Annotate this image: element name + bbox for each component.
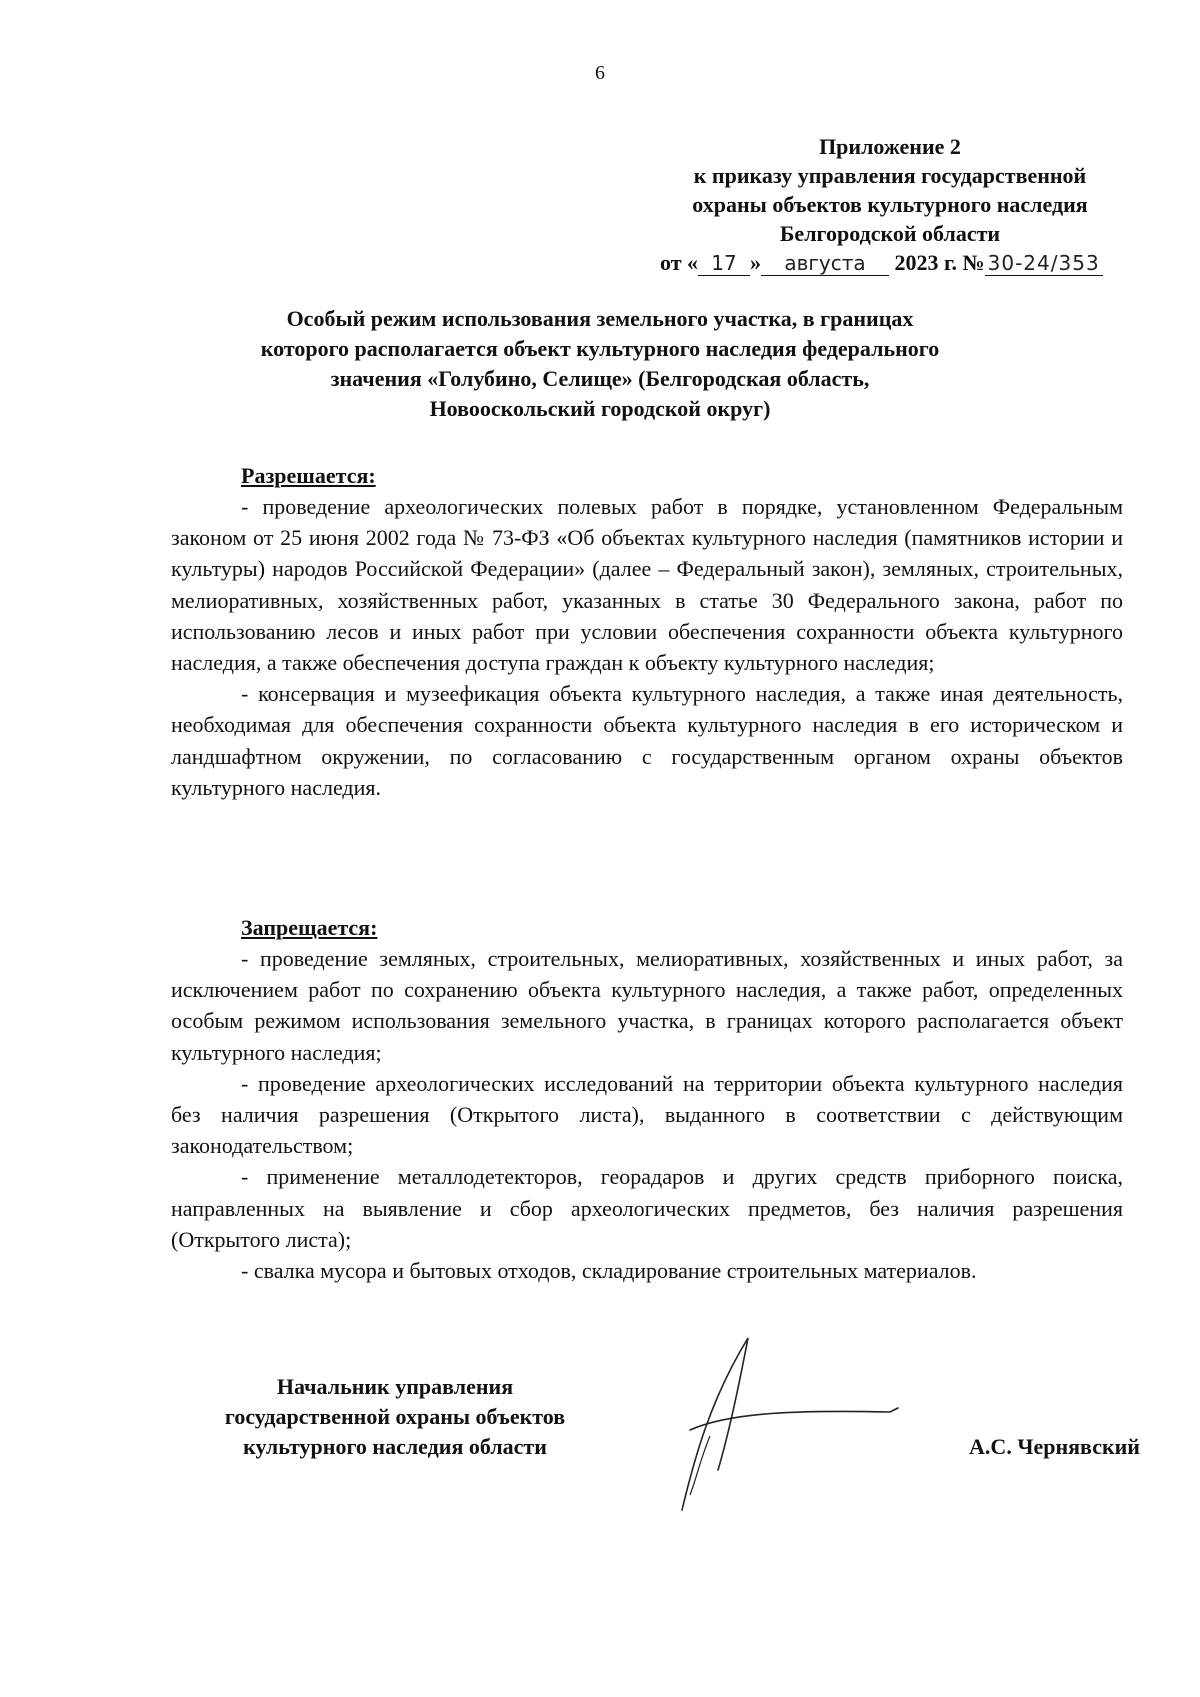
from-label: от « — [660, 250, 699, 275]
allowed-heading: Разрешается: — [241, 463, 376, 488]
forbidden-item: - проведение земляных, строительных, мелиоративных, хозяйственных и иных работ, за исключением работ по сохранению объекта культурного наследия, а также работ, определенных особым режимом использования земельного участка, в границах которого располагается объект культурного наследия; — [171, 946, 1123, 1065]
allowed-section — [171, 460, 1123, 803]
header-line-2: к приказу управления государственной — [693, 163, 1087, 188]
document-title — [160, 304, 1040, 424]
forbidden-heading: Запрещается: — [241, 915, 378, 940]
forbidden-item: - применение металлодетекторов, георадаров и других средств приборного поиска, направленных на выявление и сбор археологических предметов, без наличия разрешения (Открытого листа); — [171, 1164, 1123, 1252]
position-line-1: Начальник управления — [276, 1374, 514, 1399]
header-line-3: охраны объектов культурного наследия — [692, 192, 1088, 217]
order-number: 30-24/353 — [985, 251, 1103, 276]
page-number: 6 — [595, 62, 605, 84]
forbidden-item: - проведение археологических исследований на территории объекта культурного наследия без наличия разрешения (Открытого листа), выданного в соответствии с действующим законодательством; — [171, 1070, 1123, 1159]
forbidden-section — [171, 912, 1123, 1286]
handwritten-signature — [660, 1320, 920, 1520]
title-line-4: Новооскольский городской округ) — [429, 396, 771, 421]
position-line-3: культурного наследия области — [243, 1434, 547, 1459]
signatory-position — [170, 1372, 620, 1462]
header-line-1: Приложение 2 — [819, 134, 961, 159]
appendix-header — [640, 132, 1140, 277]
allowed-item: - консервация и музеефикация объекта культурного наследия, а также иная деятельность, необходимая для обеспечения сохранности объекта культурного наследия в его историческом и ландшафтном окружении, по согласованию с государственным органом охраны объектов культурного наследия. — [171, 681, 1123, 800]
title-line-3: значения «Голубино, Селище» (Белгородская область, — [330, 366, 870, 391]
order-day: 17 — [698, 251, 750, 276]
title-line-2: которого располагается объект культурного наследия федерального — [260, 336, 940, 361]
signatory-name: А.С. Чернявский — [969, 1434, 1140, 1459]
header-line-4: Белгородской области — [779, 221, 1001, 246]
position-line-2: государственной охраны объектов — [224, 1404, 566, 1429]
forbidden-item: - свалка мусора и бытовых отходов, складирование строительных материалов. — [241, 1258, 977, 1284]
allowed-item: - проведение археологических полевых работ в порядке, установленном Федеральным законом от 25 июня 2002 года № 73-ФЗ «Об объектах культурного наследия (памятников истории и культуры) народов Российской Федерации» (далее – Федеральный закон), земляных, строительных, мелиоративных, хозяйственных работ, указанных в статье 30 Федерального закона, работ по использованию лесов и иных работ при условии обеспечения сохранности объекта культурного наследия, а также обеспечения доступа граждан к объекту культурного наследия; — [171, 494, 1123, 676]
year-label: 2023 г. № — [894, 250, 985, 275]
title-line-1: Особый режим использования земельного участка, в границах — [286, 306, 914, 331]
order-reference-line — [640, 248, 1140, 277]
order-month: августа — [761, 251, 889, 276]
mid-quote: » — [750, 250, 762, 275]
